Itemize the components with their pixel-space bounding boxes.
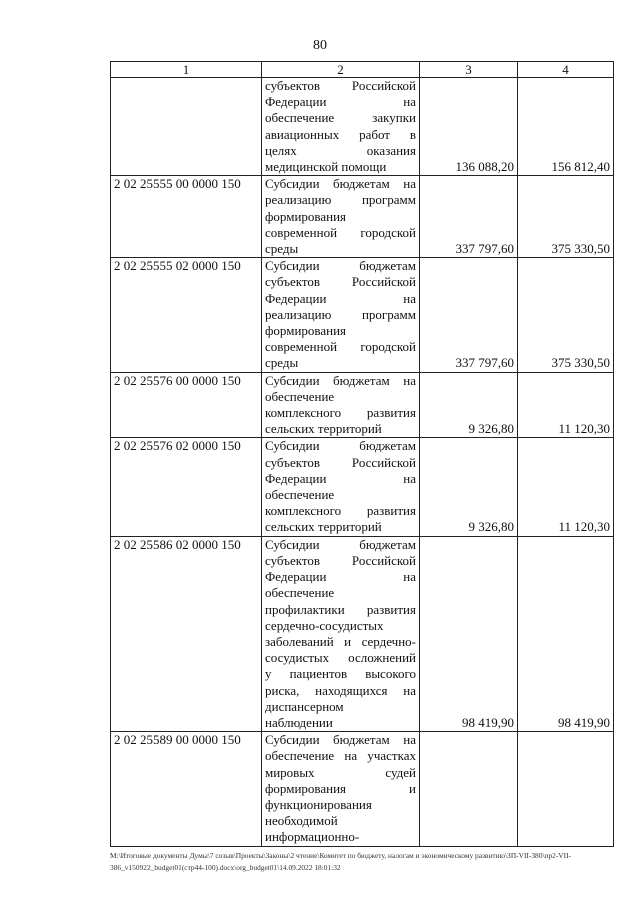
description-line: обеспечение закупки [265, 110, 416, 126]
budget-code-cell: 2 02 25576 02 0000 150 [111, 438, 262, 536]
amount-col-4-cell: 11 120,30 [518, 372, 614, 438]
description-line: информационно- [265, 829, 360, 845]
description-line: реализацию программ [265, 306, 416, 322]
description-line: реализацию программ [265, 192, 416, 208]
description-line: формирования [265, 208, 347, 224]
table-row [111, 78, 614, 176]
description-line: заболеваний и сердечно- [265, 633, 416, 649]
description-line: авиационных работ в [265, 126, 416, 142]
amount-col-4-cell [518, 732, 614, 846]
description-line: наблюдении [265, 714, 333, 730]
description-line: Субсидии бюджетам на [265, 372, 416, 388]
amount-col-4-cell: 98 419,90 [518, 536, 614, 731]
header-col-3: 3 [420, 62, 518, 78]
description-line: субъектов Российской [265, 274, 416, 290]
amount-col-3-cell [420, 732, 518, 846]
description-line: обеспечение на участках [265, 748, 416, 764]
amount-col-4-cell: 11 120,30 [518, 438, 614, 536]
description-line: Субсидии бюджетам [265, 258, 416, 274]
table-header-row [111, 62, 614, 78]
header-col-4: 4 [518, 62, 614, 78]
description-line: диспансерном [265, 698, 344, 714]
description-line: обеспечение [265, 585, 335, 601]
footer-path-line-2: 386_v150922_budget01(стр44-100).docx\org_budget01\14.09.2022 18:01:32 [110, 863, 341, 872]
description-cell [262, 78, 420, 176]
budget-table [110, 61, 614, 847]
description-line: среды [265, 355, 299, 371]
description-cell [262, 536, 420, 731]
description-line: субъектов Российской [265, 454, 416, 470]
description-line: комплексного развития [265, 503, 416, 519]
description-line: целях оказания [265, 142, 416, 158]
budget-code-cell: 2 02 25576 00 0000 150 [111, 372, 262, 438]
description-cell [262, 176, 420, 258]
description-line: Федерации на [265, 470, 416, 486]
description-line: формирования и [265, 780, 416, 796]
description-line: необходимой [265, 813, 338, 829]
amount-col-3-cell: 337 797,60 [420, 176, 518, 258]
page-number: 80 [313, 38, 327, 53]
header-col-2: 2 [262, 62, 420, 78]
table-row [111, 536, 614, 731]
description-line: современной городской [265, 339, 416, 355]
amount-col-3-cell: 337 797,60 [420, 258, 518, 372]
description-line: комплексного развития [265, 405, 416, 421]
description-line: сердечно-сосудистых [265, 617, 384, 633]
document-path-footer [110, 850, 613, 874]
amount-col-3-cell: 98 419,90 [420, 536, 518, 731]
table-row [111, 732, 614, 846]
amount-col-3-cell: 9 326,80 [420, 372, 518, 438]
description-cell [262, 438, 420, 536]
description-line: обеспечение [265, 388, 335, 404]
description-line: у пациентов высокого [265, 666, 416, 682]
description-cell [262, 732, 420, 846]
description-line: мировых судей [265, 764, 416, 780]
description-line: Субсидии бюджетам на [265, 732, 416, 748]
description-line: профилактики развития [265, 601, 416, 617]
description-line: Субсидии бюджетам на [265, 176, 416, 192]
description-line: Федерации на [265, 569, 416, 585]
description-cell [262, 258, 420, 372]
amount-col-4-cell: 375 330,50 [518, 258, 614, 372]
amount-col-4-cell: 156 812,40 [518, 78, 614, 176]
budget-code-cell: 2 02 25586 02 0000 150 [111, 536, 262, 731]
description-line: субъектов Российской [265, 552, 416, 568]
footer-path-line-1: M:\Итоговые документы Думы\7 созыв\Проекты\Законы\2 чтение\Комитет по бюджету, налогам и экономическому развитию\ЗП-VII-380\пр2-VII- [110, 851, 572, 860]
description-line: Федерации на [265, 94, 416, 110]
table-row [111, 372, 614, 438]
description-cell [262, 372, 420, 438]
table-row [111, 258, 614, 372]
budget-code-cell [111, 78, 262, 176]
description-line: современной городской [265, 224, 416, 240]
amount-col-3-cell: 9 326,80 [420, 438, 518, 536]
table-row [111, 176, 614, 258]
description-line: риска, находящихся на [265, 682, 416, 698]
header-col-1: 1 [111, 62, 262, 78]
budget-code-cell: 2 02 25589 00 0000 150 [111, 732, 262, 846]
description-line: Федерации на [265, 290, 416, 306]
description-line: формирования [265, 323, 347, 339]
description-line: сосудистых осложнений [265, 650, 416, 666]
description-line: субъектов Российской [265, 78, 416, 93]
description-line: сельских территорий [265, 519, 382, 535]
budget-code-cell: 2 02 25555 02 0000 150 [111, 258, 262, 372]
description-line: Субсидии бюджетам [265, 438, 416, 454]
description-line: сельских территорий [265, 421, 382, 437]
amount-col-3-cell: 136 088,20 [420, 78, 518, 176]
budget-code-cell: 2 02 25555 00 0000 150 [111, 176, 262, 258]
amount-col-4-cell: 375 330,50 [518, 176, 614, 258]
description-line: медицинской помощи [265, 159, 387, 175]
description-line: функционирования [265, 796, 372, 812]
description-line: Субсидии бюджетам [265, 536, 416, 552]
table-row [111, 438, 614, 536]
description-line: обеспечение [265, 487, 335, 503]
description-line: среды [265, 241, 299, 257]
